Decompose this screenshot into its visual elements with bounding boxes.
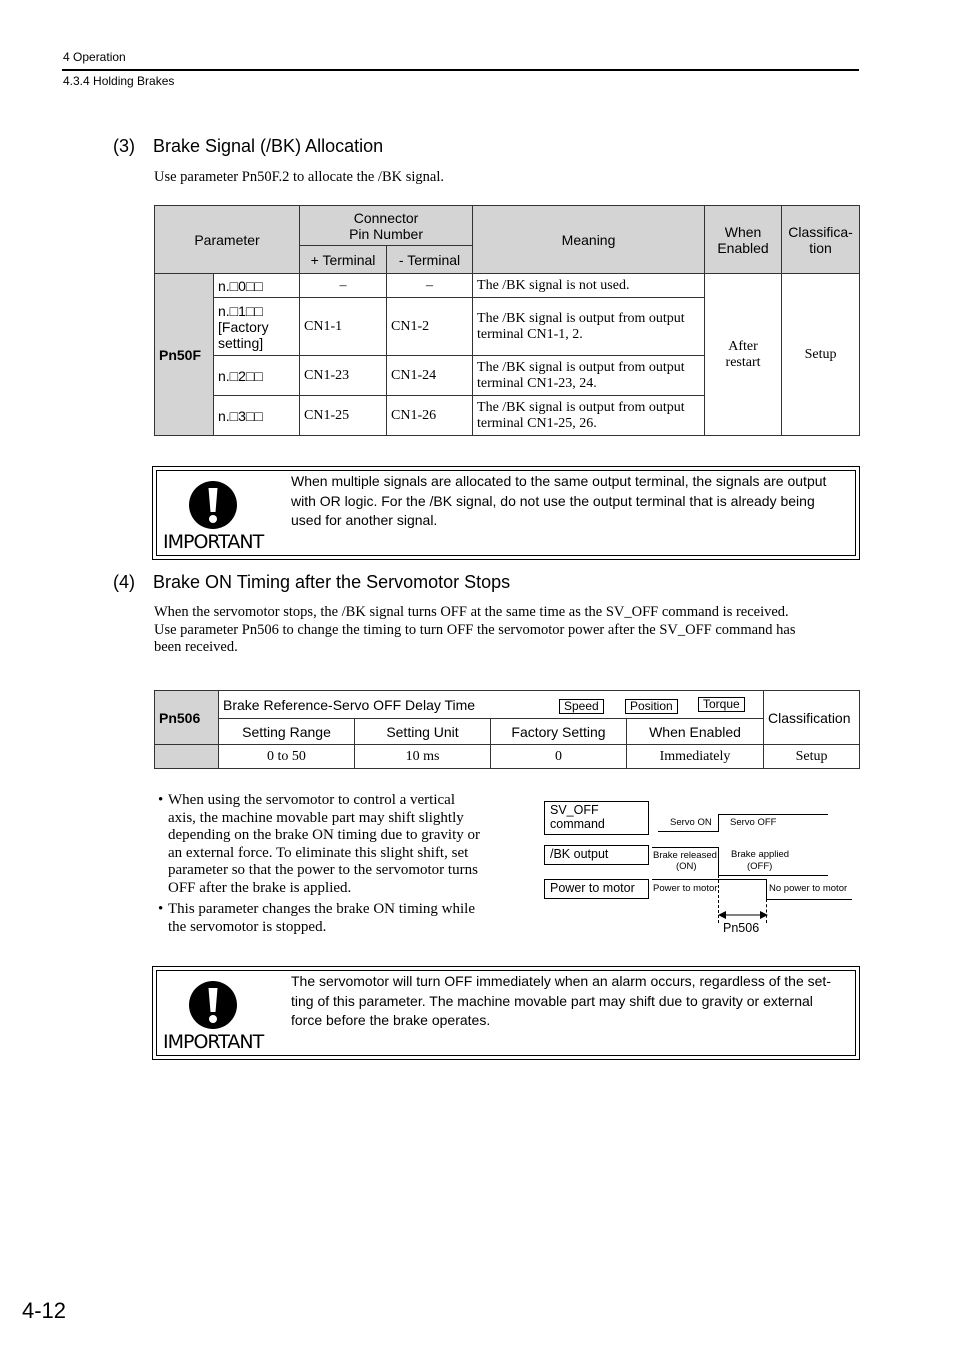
param-pn50f: Pn50F	[155, 274, 214, 436]
paragraph-line: been received.	[154, 639, 238, 655]
exclamation-icon	[187, 979, 239, 1031]
no-power-text: No power to motor	[769, 883, 848, 894]
meaning-line2: terminal CN1-1, 2.	[477, 326, 583, 342]
meaning-cell: The /BK signal is not used.	[473, 274, 705, 298]
bullet-line: depending on the brake ON timing due to gravity or	[168, 827, 481, 843]
torque-tag: Torque	[698, 697, 745, 712]
important-text-1	[291, 472, 851, 531]
bullet-line: This parameter changes the brake ON timing while	[168, 901, 475, 917]
important-box-2	[152, 966, 860, 1060]
setting-range-value: 0 to 50	[219, 745, 355, 769]
plus-terminal-cell: CN1-1	[300, 298, 387, 356]
timing-diagram	[540, 795, 860, 940]
section-4-title: Brake ON Timing after the Servomotor Stops	[153, 572, 511, 592]
paragraph-line: Use parameter Pn506 to change the timing to turn OFF the servomotor power after the SV_OFF command has	[154, 621, 796, 638]
header-rule	[62, 69, 859, 71]
section-4-paragraph	[154, 604, 859, 657]
header-plus-terminal: + Terminal	[300, 246, 387, 274]
meaning-line2: terminal CN1-23, 24.	[477, 375, 597, 391]
setting-cell: n.□2□□	[214, 356, 300, 396]
classification-header: Classification	[764, 691, 860, 745]
delay-arrow-icon	[716, 909, 770, 921]
important-text-2	[291, 972, 851, 1031]
when-enabled-header: When Enabled	[627, 719, 764, 745]
minus-terminal-cell: CN1-24	[387, 356, 473, 396]
header-parameter: Parameter	[155, 206, 300, 274]
pn506-table	[154, 690, 860, 769]
brake-applied-text: Brake applied	[731, 849, 790, 860]
speed-tag: Speed	[559, 699, 604, 714]
header-class-line1: Classifica-	[788, 223, 853, 240]
header-when-line2: Enabled	[717, 239, 769, 256]
paragraph-line: When the servomotor stops, the /BK signal turns OFF at the same time as the SV_OFF command is received.	[154, 604, 789, 620]
important-line: When multiple signals are allocated to the same output terminal, the signals are output	[291, 473, 827, 489]
when-enabled-cell	[705, 274, 782, 436]
setting-cell	[214, 298, 300, 356]
bk-high-line	[652, 847, 718, 848]
section-3-number: (3)	[113, 136, 135, 156]
bullet-line: axis, the machine movable part may shift slightly	[168, 809, 464, 826]
classification-value: Setup	[764, 745, 860, 769]
bullet-line: OFF after the brake is applied.	[168, 879, 352, 896]
important-line: force before the brake operates.	[291, 1012, 491, 1028]
servo-off-text: Servo OFF	[730, 817, 777, 828]
section-3-title: Brake Signal (/BK) Allocation	[153, 136, 384, 156]
header-when-enabled	[705, 206, 782, 274]
meaning-cell	[473, 356, 705, 396]
bullet-line: the servomotor is stopped.	[168, 918, 327, 935]
plus-terminal-cell: CN1-25	[300, 396, 387, 436]
header-meaning: Meaning	[473, 206, 705, 274]
section-3-intro: Use parameter Pn50F.2 to allocate the /BK signal.	[154, 169, 444, 185]
plus-terminal-cell: CN1-23	[300, 356, 387, 396]
setting-cell: n.□3□□	[214, 396, 300, 436]
factory-setting-value: 0	[491, 745, 627, 769]
header-when-line1: When	[724, 223, 762, 240]
meaning-line2: terminal CN1-25, 26.	[477, 415, 597, 431]
header-connector-line1: Connector	[353, 209, 419, 226]
power-to-motor-label: Power to motor	[544, 879, 649, 899]
svoff-low-line	[658, 831, 718, 832]
classification-cell: Setup	[782, 274, 860, 436]
important-label: IMPORTANT	[163, 1031, 264, 1053]
plus-terminal-cell: –	[300, 274, 387, 298]
bullet-item	[154, 901, 514, 936]
important-line: with OR logic. For the /BK signal, do not use the output terminal that is already being	[291, 492, 815, 509]
bullet-dot: •	[158, 901, 164, 917]
page-number: 4-12	[22, 1298, 67, 1323]
bullet-dot: •	[158, 792, 164, 808]
when-enabled-line2: restart	[725, 354, 761, 370]
header-connector	[300, 206, 473, 246]
param-pn506: Pn506	[155, 691, 219, 745]
header-section: 4.3.4 Holding Brakes	[63, 74, 175, 88]
header-connector-line2: Pin Number	[349, 225, 423, 242]
minus-terminal-cell: CN1-2	[387, 298, 473, 356]
when-enabled-line1: After	[728, 338, 758, 354]
header-classification	[782, 206, 860, 274]
power-low-line	[766, 899, 852, 900]
svoff-command-label	[544, 801, 649, 835]
meaning-line1: The /BK signal is output from output	[477, 359, 685, 375]
svoff-edge	[718, 814, 719, 832]
minus-terminal-cell: CN1-26	[387, 396, 473, 436]
header-chapter: 4 Operation	[63, 50, 126, 64]
brake-applied-state: (OFF)	[747, 861, 773, 872]
power-on-text: Power to motor	[653, 883, 718, 894]
section-4-number: (4)	[113, 572, 135, 592]
svoff-line2: command	[550, 817, 605, 831]
important-box-1	[152, 466, 860, 560]
bk-edge	[718, 847, 719, 875]
important-label: IMPORTANT	[163, 531, 264, 553]
exclamation-icon	[187, 479, 239, 531]
minus-terminal-cell: –	[387, 274, 473, 298]
param-continuation-cell	[155, 745, 219, 769]
position-tag: Position	[625, 699, 678, 714]
setting-range-header: Setting Range	[219, 719, 355, 745]
bullet-line: an external force. To eliminate this slight shift, set	[168, 844, 469, 861]
meaning-cell	[473, 396, 705, 436]
allocation-table	[154, 205, 860, 436]
section-3-heading	[113, 136, 383, 157]
parameter-name: Brake Reference-Servo OFF Delay Time	[223, 696, 476, 713]
bullet-line: When using the servomotor to control a vertical	[168, 792, 455, 808]
svoff-high-line	[718, 814, 828, 815]
brake-released-text: Brake released	[653, 850, 717, 861]
setting-value: n.□1□□	[218, 302, 263, 319]
header-minus-terminal: - Terminal	[387, 246, 473, 274]
power-high-line	[652, 879, 766, 880]
power-edge	[766, 879, 767, 899]
svoff-line1: SV_OFF	[550, 803, 599, 817]
setting-cell: n.□0□□	[214, 274, 300, 298]
meaning-line1: The /BK signal is output from output	[477, 399, 685, 415]
bk-output-label: /BK output	[544, 845, 649, 865]
setting-note-line1: [Factory	[218, 318, 269, 335]
setting-note-line2: setting]	[218, 334, 264, 351]
parameter-name-cell	[219, 691, 764, 719]
bullet-item	[154, 792, 514, 897]
bullet-list	[154, 792, 514, 940]
section-4-heading	[113, 572, 510, 593]
setting-unit-header: Setting Unit	[355, 719, 491, 745]
pn506-delay-label: Pn506	[723, 921, 760, 935]
important-line: used for another signal.	[291, 512, 438, 528]
bk-low-line	[718, 875, 828, 876]
factory-setting-header: Factory Setting	[491, 719, 627, 745]
important-line: ting of this parameter. The machine movable part may shift due to gravity or external	[291, 992, 813, 1009]
important-line: The servomotor will turn OFF immediately when an alarm occurs, regardless of the set-	[291, 973, 831, 989]
header-class-line2: tion	[809, 239, 832, 256]
meaning-line1: The /BK signal is output from output	[477, 310, 685, 326]
setting-unit-value: 10 ms	[355, 745, 491, 769]
when-enabled-value: Immediately	[627, 745, 764, 769]
servo-on-text: Servo ON	[670, 817, 712, 828]
meaning-cell	[473, 298, 705, 356]
brake-released-state: (ON)	[676, 861, 697, 872]
bullet-line: parameter so that the power to the servomotor turns	[168, 862, 478, 878]
